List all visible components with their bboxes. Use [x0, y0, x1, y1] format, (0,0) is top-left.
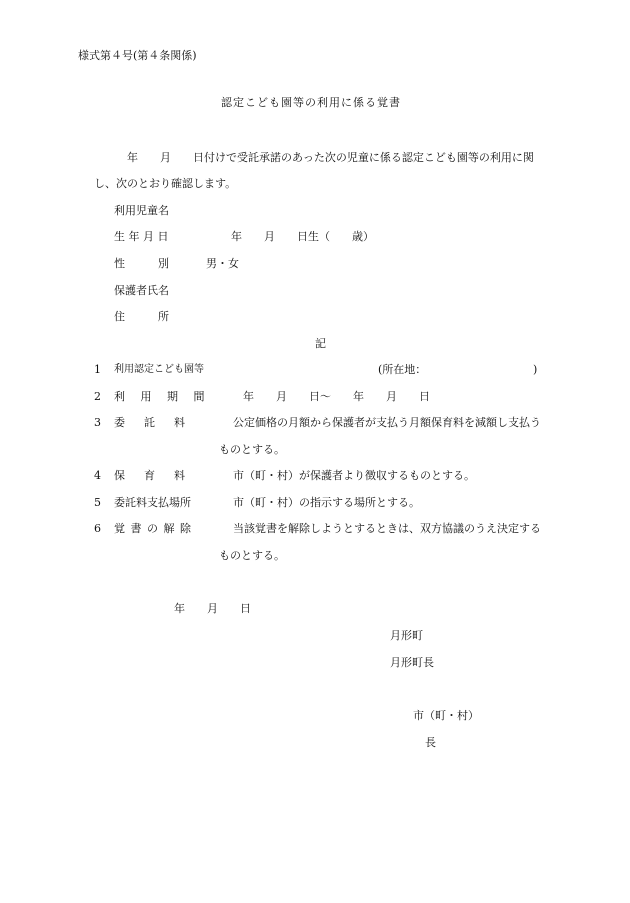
- item-1-location-label: (所在地：: [378, 363, 427, 376]
- town-name: 月形町: [390, 629, 423, 642]
- address-label: 住 所: [114, 310, 169, 323]
- item-5-number: 5: [94, 496, 101, 509]
- birthdate-label: 生 年 月 日: [114, 230, 169, 243]
- item-6-label: 覚 書 の 解 除: [114, 522, 192, 535]
- guardian-name-label: 保護者氏名: [114, 284, 169, 297]
- item-3-text-continued: ものとする。: [219, 443, 285, 456]
- form-number: 様式第４号(第４条関係): [78, 49, 197, 62]
- town-mayor: 月形町長: [390, 656, 434, 669]
- item-6-text: 当該覚書を解除しようとするときは、双方協議のうえ決定する: [233, 522, 541, 535]
- child-name-label: 利用児童名: [114, 204, 169, 217]
- item-1-number: 1: [94, 363, 101, 376]
- item-6-number: 6: [94, 522, 101, 535]
- item-6-text-continued: ものとする。: [219, 549, 285, 562]
- document-title: 認定こども園等の利用に係る覚書: [221, 96, 401, 109]
- item-3-number: 3: [94, 416, 101, 429]
- item-2-text: 年 月 日～ 年 月 日: [243, 390, 430, 403]
- item-2-number: 2: [94, 390, 101, 403]
- item-1-location-close: ): [533, 363, 538, 376]
- ki-heading: 記: [315, 337, 326, 350]
- intro-line-2: し、次のとおり確認します。: [94, 177, 237, 190]
- item-4-text: 市（町・村）が保護者より徴収するものとする。: [233, 469, 475, 482]
- signature-date: 年 月 日: [174, 602, 251, 615]
- item-4-number: 4: [94, 469, 101, 482]
- gender-label: 性 別: [114, 257, 169, 270]
- item-3-label: 委 託 料: [114, 416, 189, 429]
- item-5-label: 委託料支払場所: [114, 496, 191, 509]
- birthdate-value: 年 月 日生（ 歳）: [231, 230, 374, 243]
- item-5-text: 市（町・村）の指示する場所とする。: [233, 496, 420, 509]
- item-3-text: 公定価格の月額から保護者が支払う月額保育料を減額し支払う: [233, 416, 541, 429]
- gender-value: 男・女: [206, 257, 239, 270]
- intro-line-1: 年 月 日付けで受託承諾のあった次の児童に係る認定こども園等の利用に関: [127, 151, 534, 164]
- item-4-label: 保 育 料: [114, 469, 189, 482]
- item-2-label: 利 用 期 間: [114, 390, 211, 403]
- item-1-label: 利用認定こども園等: [114, 364, 204, 375]
- city-head: 長: [425, 736, 436, 749]
- city-name: 市（町・村）: [413, 709, 479, 722]
